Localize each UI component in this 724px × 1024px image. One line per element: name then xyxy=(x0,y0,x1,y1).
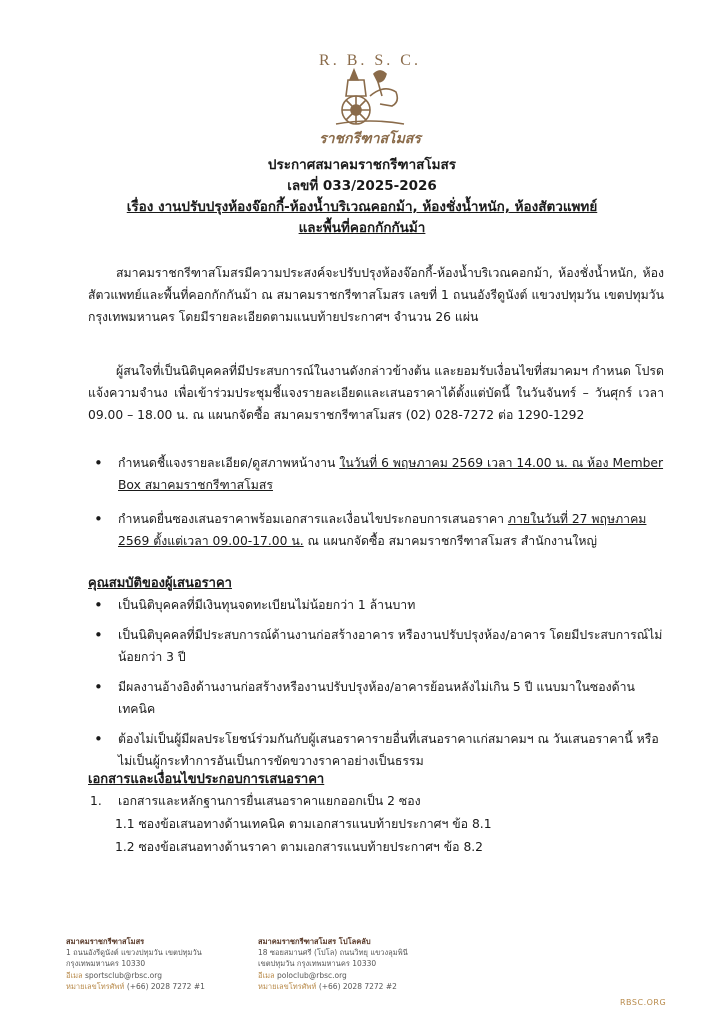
list-item: • ต้องไม่เป็นผู้มีผลประโยชน์ร่วมกันกับผู้เสนอราคารายอื่นที่เสนอราคาแก่สมาคมฯ ณ วันเสนอราคานี้ หรือไม่เป็นผู้กระทำการอันเป็นการขัดขวางราคาอย่างเป็นธรรม xyxy=(88,728,664,772)
footer-address: เขตปทุมวัน กรุงเทพมหานคร 10330 xyxy=(258,959,377,969)
schedule-date: ในวันที่ 6 พฤษภาคม 2569 เวลา 14.00 น. ณ ห้อง Member Box สมาคมราชกรีฑาสโมสร xyxy=(118,456,664,492)
footer-address: 1 ถนนอังรีดูนังต์ แขวงปทุมวัน เขตปทุมวัน xyxy=(66,948,202,958)
chariot-emblem-icon xyxy=(334,66,406,130)
logo-thai-name: ราชกรีฑาสโมสร xyxy=(319,131,421,147)
submission-date: ภายในวันที่ 27 พฤษภาคม 2569 ตั้งแต่เวลา 09.00-17.00 น. xyxy=(118,512,647,548)
footer-website: RBSC.ORG xyxy=(620,998,667,1007)
announcement-subject: เรื่อง งานปรับปรุงห้องจ๊อกกี้-ห้องน้ำบริเวณคอกม้า, ห้องชั่งน้ำหนัก, ห้องสัตวแพทย์ xyxy=(126,199,598,215)
list-item: • เป็นนิติบุคคลที่มีประสบการณ์ด้านงานก่อสร้างอาคาร หรืองานปรับปรุงห้อง/อาคาร โดยมีประสบการณ์ไม่น้อยกว่า 3 ปี xyxy=(88,624,664,668)
email-label: อีเมล xyxy=(258,970,275,980)
email-label: อีเมล xyxy=(66,970,83,980)
footer-address: 18 ซอยสมานศรี (โปโล) ถนนวิทยุ แขวงลุมพินี xyxy=(258,948,408,958)
schedule-text: กำหนดชี้แจงรายละเอียด/ดูสภาพหน้างาน xyxy=(118,456,340,470)
documents-item-1 xyxy=(90,790,650,812)
item-number: 1. xyxy=(90,794,102,808)
list-item: • เป็นนิติบุคคลที่มีเงินทุนจดทะเบียนไม่น้อยกว่า 1 ล้านบาท xyxy=(88,594,664,616)
interest-paragraph xyxy=(88,360,664,426)
phone-label: หมายเลขโทรศัพท์ xyxy=(258,981,317,991)
announcement-title: ประกาศสมาคมราชกรีฑาสโมสร xyxy=(267,157,457,173)
list-item xyxy=(88,452,664,496)
list-item: • มีผลงานอ้างอิงด้านงานก่อสร้างหรืองานปรับปรุงห้อง/อาคารย้อนหลังไม่เกิน 5 ปี แนบมาในซองด้านเทคนิค xyxy=(88,676,664,720)
footer-org: สมาคมราชกรีฑาสโมสร xyxy=(66,937,145,946)
interest-text: ผู้สนใจที่เป็นนิติบุคคลที่มีประสบการณ์ในงานดังกล่าวข้างต้น และยอมรับเงื่อนไขที่สมาคมฯ กำหนด โปรดแจ้งความจำนง เพื่อเข้าร่วมประชุมชี้แจงรายละเอียดและเสนอราคาได้ตั้งแต่บัดนี้ ในวันจันทร์ – วันศุกร์ เวลา 09.00 – 18.00 น. ณ แผนกจัดซื้อ สมาคมราชกรีฑาสโมสร (02) 028-7272 ต่อ 1290-1292 xyxy=(88,364,664,422)
logo-letters: R. B. S. C. xyxy=(319,52,421,69)
announcement-header xyxy=(60,155,664,239)
footer-org: สมาคมราชกรีฑาสโมสร โปโลคลับ xyxy=(258,937,371,946)
announcement-subject-cont: และพื้นที่คอกกักกันม้า xyxy=(298,220,426,236)
announcement-number: เลขที่ 033/2025-2026 xyxy=(287,178,437,194)
rbsc-logo xyxy=(318,48,422,146)
intro-text: สมาคมราชกรีฑาสโมสรมีความประสงค์จะปรับปรุงห้องจ๊อกกี้-ห้องน้ำบริเวณคอกม้า, ห้องชั่งน้ำหนัก, ห้องสัตวแพทย์และพื้นที่คอกกักกันม้า ณ สมาคมราชกรีฑาสโมสร เลขที่ 1 ถนนอังรีดูนังต์ แขวงปทุมวัน เขตปทุมวัน กรุงเทพมหานคร โดยมีรายละเอียดตามแนบท้ายประกาศฯ จำนวน 26 แผ่น xyxy=(88,266,664,324)
submission-text: กำหนดยื่นซองเสนอราคาพร้อมเอกสารและเงื่อนไขประกอบการเสนอราคา xyxy=(118,512,508,526)
item-text: เอกสารและหลักฐานการยื่นเสนอราคาแยกออกเป็น 2 ซอง xyxy=(118,794,421,808)
phone-label: หมายเลขโทรศัพท์ xyxy=(66,981,125,991)
documents-sub-2: 1.2 ซองข้อเสนอทางด้านราคา ตามเอกสารแนบท้ายประกาศฯ ข้อ 8.2 xyxy=(115,840,483,854)
submission-place: ณ แผนกจัดซื้อ สมาคมราชกรีฑาสโมสร สำนักงานใหญ่ xyxy=(303,534,597,548)
schedule-list xyxy=(88,452,664,564)
documents-sub-1: 1.1 ซองข้อเสนอทางด้านเทคนิค ตามเอกสารแนบท้ายประกาศฯ ข้อ 8.1 xyxy=(115,817,492,831)
intro-paragraph xyxy=(88,262,664,328)
footer-left xyxy=(66,936,205,992)
qualifications-title: คุณสมบัติของผู้เสนอราคา xyxy=(88,576,232,591)
footer-right xyxy=(258,936,408,992)
documents-title: เอกสารและเงื่อนไขประกอบการเสนอราคา xyxy=(88,772,325,787)
footer-address: กรุงเทพมหานคร 10330 xyxy=(66,959,146,969)
footer-email: poloclub@rbsc.org xyxy=(274,970,347,980)
footer-phone: (+66) 2028 7272 #1 xyxy=(124,981,205,991)
footer-phone: (+66) 2028 7272 #2 xyxy=(316,981,397,991)
footer-email: sportsclub@rbsc.org xyxy=(82,970,162,980)
qualifications-list xyxy=(88,594,664,780)
list-item xyxy=(88,508,664,552)
